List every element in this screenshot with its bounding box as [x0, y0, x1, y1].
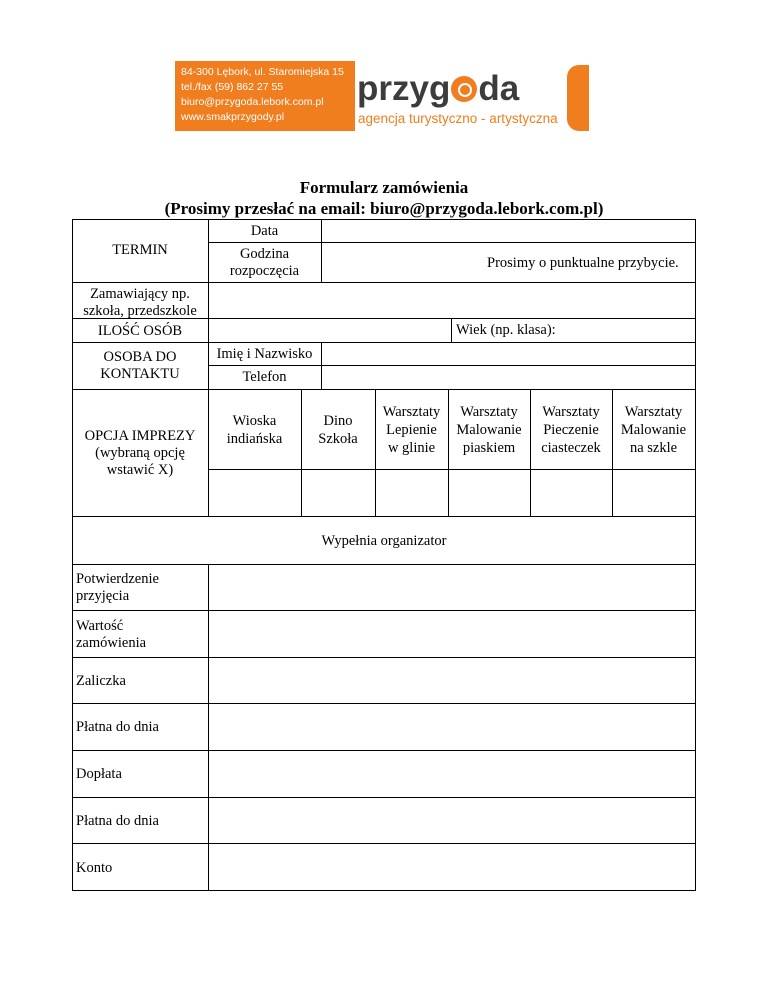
zamawiajacy-label-line1: Zamawiający np.: [90, 286, 190, 302]
age-input[interactable]: [570, 319, 695, 342]
option-ciasteczek: [530, 403, 612, 457]
option-line: Wioska: [232, 413, 277, 429]
option-line: Warsztaty: [382, 404, 441, 420]
option-dino: [301, 412, 375, 448]
option-line: Malowanie: [620, 422, 687, 438]
wartosc-label-line2: zamówienia: [76, 635, 147, 651]
organizer-section-header: Wypełnia organizator: [321, 533, 447, 549]
option-wioska: [208, 412, 301, 448]
order-value-input[interactable]: [209, 611, 695, 657]
brand-name-start: przyg: [357, 69, 451, 108]
option-piaskiem-checkbox[interactable]: [449, 470, 530, 516]
confirmation-input[interactable]: [209, 565, 695, 610]
data-label: Data: [250, 223, 279, 239]
brand-logo: [357, 69, 519, 109]
surcharge-due-date-input[interactable]: [209, 798, 695, 843]
wiek-label: Wiek (np. klasa):: [456, 322, 556, 338]
option-lepienie-checkbox[interactable]: [376, 470, 448, 516]
surcharge-input[interactable]: [209, 751, 695, 797]
zamawiajacy-label-line2: szkoła, przedszkole: [83, 303, 197, 319]
decorative-tab: [567, 65, 589, 131]
date-input[interactable]: [322, 220, 695, 242]
platna-do-dnia-label-2: Płatna do dnia: [76, 813, 159, 829]
option-line: Szkoła: [318, 431, 358, 447]
people-count-input[interactable]: [209, 319, 451, 342]
advance-input[interactable]: [209, 658, 695, 703]
option-szkle-checkbox[interactable]: [613, 470, 695, 516]
option-piaskiem: [448, 403, 530, 457]
website-text: www.smakprzygody.pl: [181, 111, 285, 123]
option-wioska-checkbox[interactable]: [209, 470, 301, 516]
phone-input[interactable]: [322, 366, 695, 389]
imie-label: Imię i Nazwisko: [216, 346, 313, 362]
option-dino-checkbox[interactable]: [302, 470, 375, 516]
form-title: Formularz zamówienia: [299, 178, 469, 197]
konto-label: Konto: [76, 860, 113, 876]
rule: [72, 516, 696, 517]
punctual-note: Prosimy o punktualne przybycie.: [487, 255, 679, 271]
account-input[interactable]: [209, 844, 695, 890]
option-line: ciasteczek: [541, 440, 601, 456]
email-text: biuro@przygoda.lebork.com.pl: [181, 96, 324, 108]
option-line: piaskiem: [462, 440, 516, 456]
option-lepienie: [375, 403, 448, 457]
brand-tagline: agencja turystyczno - artystyczna: [358, 111, 558, 126]
start-time-input[interactable]: [322, 243, 482, 282]
name-input[interactable]: [322, 343, 695, 365]
ilosc-osob-label: ILOŚĆ OSÓB: [97, 323, 183, 339]
doplata-label: Dopłata: [76, 766, 122, 782]
contact-box: [175, 61, 355, 131]
rule: [72, 890, 696, 891]
wartosc-label-line1: Wartość: [76, 618, 124, 634]
rule: [451, 318, 452, 343]
address-text: 84-300 Lębork, ul. Staromiejska 15: [181, 66, 344, 78]
form-subtitle: (Prosimy przesłać na email: biuro@przygoda.lebork.com.pl): [164, 199, 604, 218]
opcja-label-line3: wstawić X): [106, 462, 174, 478]
option-line: na szkle: [629, 440, 678, 456]
advance-due-date-input[interactable]: [209, 704, 695, 750]
option-ciasteczek-checkbox[interactable]: [531, 470, 612, 516]
company-banner: [175, 61, 590, 131]
option-line: Warsztaty: [624, 404, 683, 420]
compass-icon: [451, 76, 477, 102]
brand-name-end: da: [478, 69, 520, 108]
option-line: indiańska: [226, 431, 283, 447]
phone-text: tel./fax (59) 862 27 55: [181, 81, 284, 93]
potwierdzenie-label-line2: przyjęcia: [76, 588, 130, 604]
telefon-label: Telefon: [242, 369, 287, 385]
termin-label: TERMIN: [112, 242, 168, 258]
contact-person-label-line2: KONTAKTU: [100, 366, 180, 382]
godzina-label-line2: rozpoczęcia: [229, 263, 300, 279]
option-line: Malowanie: [456, 422, 522, 438]
godzina-label-line1: Godzina: [239, 246, 290, 262]
opcja-label-line2: (wybraną opcję: [95, 445, 185, 461]
option-line: Warsztaty: [460, 404, 518, 420]
contact-person-label-line1: OSOBA DO: [103, 349, 177, 365]
opcja-label-line1: OPCJA IMPREZY: [84, 428, 196, 444]
potwierdzenie-label-line1: Potwierdzenie: [76, 571, 159, 587]
platna-do-dnia-label-1: Płatna do dnia: [76, 719, 159, 735]
option-line: w glinie: [387, 440, 436, 456]
rule: [695, 219, 696, 891]
orderer-input[interactable]: [209, 283, 695, 318]
zaliczka-label: Zaliczka: [76, 673, 126, 689]
option-line: Lepienie: [386, 422, 437, 438]
option-line: Warsztaty: [542, 404, 600, 420]
rule: [72, 389, 696, 390]
option-line: Dino: [323, 413, 353, 429]
option-szkle: [612, 403, 695, 457]
option-line: Pieczenie: [543, 422, 599, 438]
